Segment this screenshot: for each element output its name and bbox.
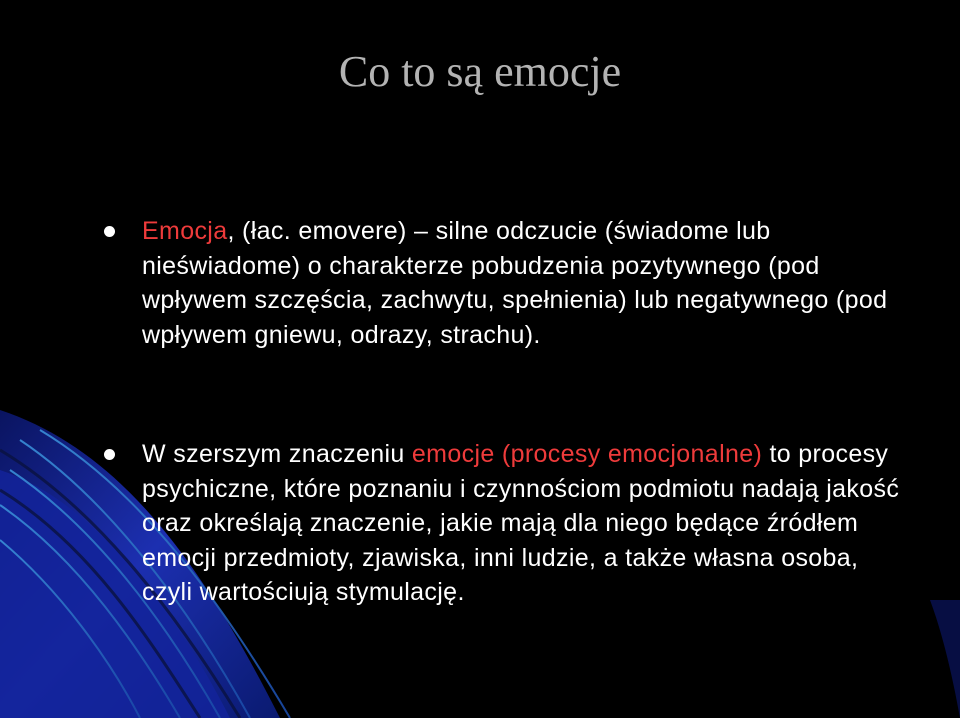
bullet-dot-icon	[104, 226, 115, 237]
definition-text: , (łac. emovere) – silne odczucie (świadome lub nieświadome) o charakterze pobudzenia pozytywnego (pod wpływem szczęścia, zachwytu, spełnienia) lub negatywnego (pod wpływem gniewu, odrazy, strachu).	[142, 217, 888, 349]
right-edge-accent	[930, 600, 960, 718]
explanation-text: to procesy psychiczne, które poznaniu i czynnościom podmiotu nadają jakość oraz określają znaczenie, jakie mają dla niego będące źródłem emocji przedmioty, zjawiska, inni ludzie, a także własna osoba, czyli wartościują stymulację.	[142, 440, 900, 606]
term-highlight: Emocja	[142, 217, 228, 245]
intro-text: W szerszym znaczeniu	[142, 440, 412, 468]
bullet-paragraph-definition	[142, 214, 902, 352]
term-highlight: emocje (procesy emocjonalne)	[411, 440, 763, 468]
slide-title: Co to są emocje	[338, 47, 622, 96]
bullet-dot-icon	[104, 449, 115, 460]
bullet-paragraph-broader-meaning	[142, 437, 902, 610]
